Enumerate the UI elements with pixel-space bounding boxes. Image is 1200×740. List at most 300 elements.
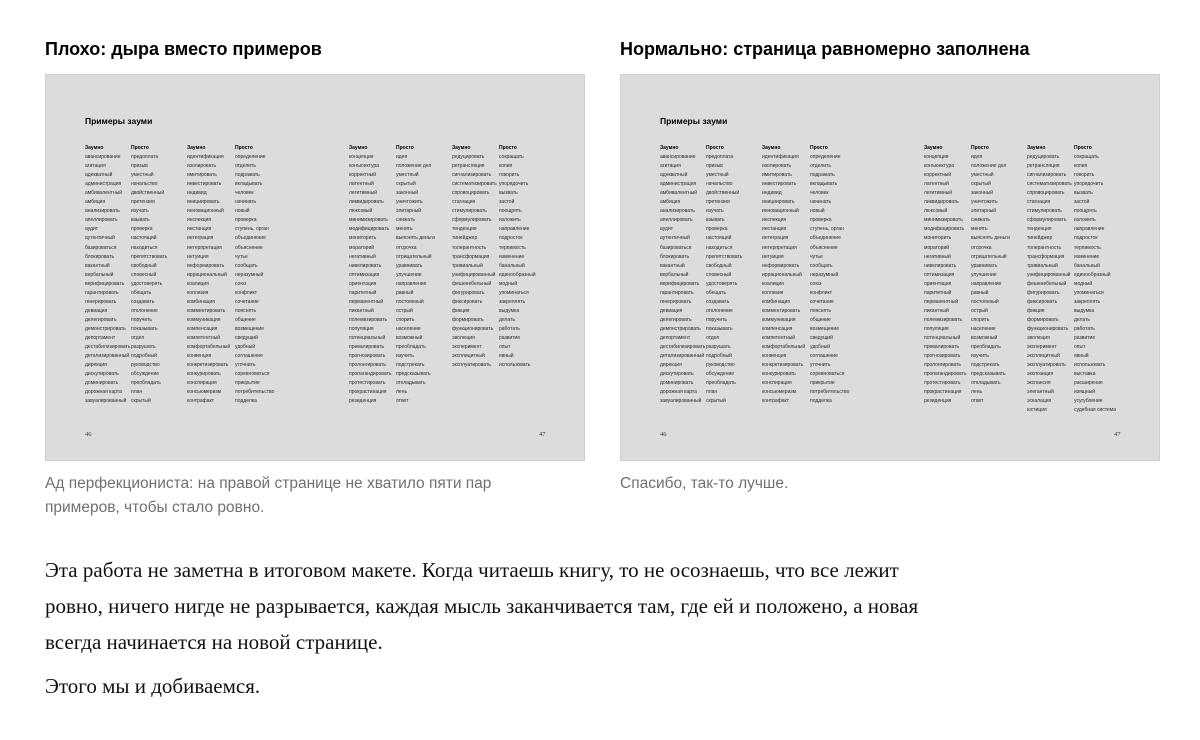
- word-item: конъюнктура: [924, 163, 955, 170]
- word-item: закреплять: [1074, 298, 1101, 305]
- word-item: поощрять: [499, 208, 522, 215]
- word-item: амбиция: [660, 199, 681, 206]
- word-item: пропагандировать: [924, 371, 967, 378]
- word-item: детализированный: [85, 353, 130, 360]
- word-item: сформулировать: [452, 217, 492, 224]
- word-item: преобладать: [396, 344, 426, 351]
- word-item: конъюнктура: [349, 163, 380, 170]
- word-item: индивид: [762, 190, 782, 197]
- word-item: тривиальный: [452, 262, 483, 269]
- word-item: генерировать: [85, 298, 117, 305]
- word-item: фикция: [1027, 307, 1045, 314]
- bad-example-spread: [45, 74, 585, 461]
- word-column-header: Заумно: [660, 145, 679, 151]
- word-item: фигурировать: [452, 289, 485, 296]
- word-item: предоплата: [131, 154, 159, 161]
- word-item: законный: [971, 190, 994, 197]
- word-item: вызвать: [1074, 190, 1093, 197]
- word-item: уравнивать: [971, 262, 998, 269]
- word-item: новый: [235, 208, 250, 215]
- word-item: закреплять: [499, 298, 526, 305]
- word-item: разрушать: [706, 344, 731, 351]
- word-item: уместный: [971, 172, 994, 179]
- word-item: банальный: [499, 262, 525, 269]
- word-item: явный: [499, 353, 514, 360]
- word-item: объяснение: [235, 244, 263, 251]
- word-item: обсуждение: [706, 371, 735, 378]
- word-item: делегировать: [85, 316, 117, 323]
- word-item: негативный: [349, 253, 376, 260]
- word-item: отдел: [131, 334, 145, 341]
- word-item: вкладывать: [810, 181, 838, 188]
- word-item: общение: [235, 316, 256, 323]
- word-item: изложить: [1074, 217, 1096, 224]
- word-item: возможный: [396, 334, 423, 341]
- word-item: концепция: [349, 154, 374, 161]
- word-item: инвестировать: [762, 181, 797, 188]
- word-item: уместный: [706, 172, 729, 179]
- word-item: трансформация: [1027, 253, 1065, 260]
- word-item: начинать: [235, 199, 257, 206]
- word-item: скрытый: [706, 398, 726, 405]
- word-item: унифицированный: [452, 271, 496, 278]
- word-item: определение: [810, 154, 841, 161]
- word-item: элитарный: [396, 208, 422, 215]
- word-item: отсрочка: [396, 244, 417, 251]
- word-item: поручить: [706, 316, 728, 323]
- word-item: сигнализировать: [1027, 172, 1067, 179]
- word-item: пикантный: [349, 307, 374, 314]
- word-item: латентный: [349, 181, 374, 188]
- word-item: поручить: [131, 316, 153, 323]
- word-item: инстанция: [187, 226, 212, 233]
- word-item: мораторий: [924, 244, 950, 251]
- word-item: делегировать: [660, 316, 692, 323]
- word-item: юстиция: [1027, 407, 1047, 414]
- word-column-header: Просто: [499, 145, 517, 151]
- word-item: эксперимент: [452, 344, 482, 351]
- word-item: компенсация: [762, 325, 793, 332]
- word-item: показывать: [706, 325, 733, 332]
- word-item: спровоцировать: [452, 190, 490, 197]
- word-item: анализировать: [85, 208, 120, 215]
- word-item: администрация: [85, 181, 122, 188]
- word-item: инспекция: [187, 217, 212, 224]
- word-item: унифицированный: [1027, 271, 1071, 278]
- word-item: коммуникация: [762, 316, 796, 323]
- word-item: неразумный: [235, 271, 264, 278]
- word-item: развитие: [499, 334, 521, 341]
- word-item: выдумка: [499, 307, 520, 314]
- word-item: аутентичный: [660, 235, 690, 242]
- word-item: упоминаться: [1074, 289, 1104, 296]
- word-item: направление: [1074, 226, 1105, 233]
- word-column: [924, 144, 966, 406]
- word-item: функционировать: [452, 325, 494, 332]
- word-item: единообразный: [1074, 271, 1111, 278]
- word-item: информировать: [187, 262, 225, 269]
- word-item: дестабилизировать: [660, 344, 706, 351]
- word-item: уточнить: [235, 362, 256, 369]
- word-item: редуцировать: [452, 154, 485, 161]
- word-item: депортамент: [85, 334, 116, 341]
- word-item: показывать: [131, 325, 158, 332]
- word-item: застой: [499, 199, 515, 206]
- word-item: коллизия: [762, 289, 784, 296]
- page-number-left: 46: [660, 431, 667, 438]
- word-item: копия: [1074, 163, 1088, 170]
- word-column-header: Просто: [971, 145, 989, 151]
- word-item: изящный: [1074, 389, 1096, 396]
- word-column: [660, 144, 705, 406]
- word-item: разрушать: [131, 344, 156, 351]
- word-item: руководство: [131, 362, 160, 369]
- word-item: удобный: [235, 344, 256, 351]
- word-item: интеграция: [187, 235, 214, 242]
- word-item: снижать: [971, 217, 990, 224]
- word-item: толерантность: [1027, 244, 1062, 251]
- word-item: дискутировать: [660, 371, 694, 378]
- word-item: скрытый: [971, 181, 991, 188]
- word-column-header: Просто: [396, 145, 414, 151]
- word-item: ответ: [971, 398, 984, 405]
- word-item: население: [971, 325, 996, 332]
- word-item: проверка: [810, 217, 832, 224]
- word-item: чутье: [810, 253, 823, 260]
- word-item: направление: [971, 280, 1002, 287]
- word-item: конфликт: [810, 289, 833, 296]
- word-item: терпимость: [499, 244, 526, 251]
- word-item: ответ: [396, 398, 409, 405]
- word-item: прогнозировать: [924, 353, 961, 360]
- word-item: руководство: [706, 362, 735, 369]
- word-item: делать: [1074, 316, 1091, 323]
- word-item: менять: [971, 226, 988, 233]
- word-item: модифицировать: [349, 226, 390, 233]
- bad-example-title: Плохо: дыра вместо примеров: [45, 39, 322, 59]
- word-item: люксовый: [349, 208, 373, 215]
- word-item: протестировать: [924, 380, 961, 387]
- word-item: ориентация: [349, 280, 377, 287]
- word-column: [187, 144, 230, 406]
- word-item: инициировать: [187, 199, 220, 206]
- word-item: сочетание: [235, 298, 259, 305]
- word-item: аудит: [85, 226, 99, 233]
- word-item: проверка: [706, 226, 728, 233]
- word-item: резиденция: [924, 398, 952, 405]
- word-item: дирекция: [85, 362, 107, 369]
- word-item: завуалированный: [85, 398, 127, 405]
- word-column-header: Заумно: [85, 145, 104, 151]
- word-column: [349, 144, 391, 406]
- word-item: компетентный: [762, 334, 795, 341]
- word-item: инстанция: [762, 226, 787, 233]
- word-item: депортамент: [660, 334, 691, 341]
- word-item: коммуникация: [187, 316, 221, 323]
- word-item: инициировать: [762, 199, 795, 206]
- word-item: тривиальный: [1027, 262, 1058, 269]
- word-item: блокировать: [85, 253, 115, 260]
- word-item: словесный: [706, 271, 732, 278]
- word-column: [1027, 144, 1072, 415]
- word-item: вызвать: [499, 190, 518, 197]
- word-item: говорить: [1074, 172, 1095, 179]
- word-item: идея: [971, 154, 983, 161]
- word-item: агитация: [660, 163, 681, 170]
- word-item: копия: [499, 163, 513, 170]
- word-column: [396, 144, 435, 406]
- word-item: говорить: [499, 172, 520, 179]
- word-item: мониторить: [924, 235, 952, 242]
- word-item: менять: [396, 226, 413, 233]
- word-item: систематизировать: [452, 181, 497, 188]
- word-item: редуцировать: [1027, 154, 1060, 161]
- word-column: [1074, 144, 1116, 415]
- word-item: девиация: [660, 307, 683, 314]
- word-item: потенциальный: [924, 334, 961, 341]
- word-item: настоящий: [131, 235, 157, 242]
- good-example-title: Нормально: страница равномерно заполнена: [620, 39, 1030, 59]
- word-column: [235, 144, 274, 406]
- word-item: создавать: [706, 298, 730, 305]
- word-item: элитарный: [971, 208, 997, 215]
- word-item: уместный: [131, 172, 154, 179]
- word-column-header: Заумно: [452, 145, 471, 151]
- word-item: ступень, орган: [235, 226, 269, 233]
- word-item: паритетный: [924, 289, 952, 296]
- word-item: оптимизация: [924, 271, 955, 278]
- word-column: [85, 144, 130, 406]
- word-item: прокрастинация: [924, 389, 962, 396]
- word-item: популяция: [924, 325, 949, 332]
- article-body: [45, 552, 925, 712]
- word-item: развитие: [1074, 334, 1096, 341]
- word-item: равный: [396, 289, 414, 296]
- word-item: гарантировать: [660, 289, 694, 296]
- word-item: вкладывать: [235, 181, 263, 188]
- word-item: возможный: [971, 334, 998, 341]
- word-item: снижать: [396, 217, 415, 224]
- word-item: агитация: [85, 163, 106, 170]
- word-item: сообщать: [810, 262, 833, 269]
- word-item: выяснять деньги: [396, 235, 435, 242]
- word-item: аутентичный: [85, 235, 115, 242]
- word-item: прикрытие: [235, 380, 260, 387]
- word-item: изучать: [706, 208, 724, 215]
- word-item: отсрочка: [971, 244, 992, 251]
- word-item: откладывать: [396, 380, 426, 387]
- word-item: эволюция: [452, 334, 475, 341]
- word-item: определение: [235, 154, 266, 161]
- word-item: экспансия: [1027, 380, 1051, 387]
- word-item: отделить: [810, 163, 831, 170]
- word-item: изложить: [499, 217, 521, 224]
- word-item: ориентация: [924, 280, 952, 287]
- word-item: стагнация: [1027, 199, 1051, 206]
- word-item: дирекция: [660, 362, 682, 369]
- word-item: концепция: [924, 154, 949, 161]
- word-item: сигнализировать: [452, 172, 492, 179]
- word-item: модифицировать: [924, 226, 965, 233]
- word-item: двойственный: [131, 190, 165, 197]
- word-item: удобный: [810, 344, 831, 351]
- word-item: комбинация: [187, 298, 215, 305]
- word-item: амбиция: [85, 199, 106, 206]
- word-item: подробный: [706, 353, 732, 360]
- word-item: ретрансляция: [452, 163, 485, 170]
- word-item: улучшение: [396, 271, 422, 278]
- word-column-header: Просто: [810, 145, 828, 151]
- word-item: конкурировать: [187, 371, 221, 378]
- word-column-header: Просто: [706, 145, 724, 151]
- word-item: сформулировать: [1027, 217, 1067, 224]
- word-item: свободный: [706, 262, 732, 269]
- word-item: консьюмеризм: [187, 389, 222, 396]
- word-item: возмещение: [810, 325, 840, 332]
- word-item: авансирование: [660, 154, 696, 161]
- word-item: острый: [971, 307, 988, 314]
- word-column-header: Заумно: [762, 145, 781, 151]
- word-item: фикция: [452, 307, 470, 314]
- good-example-spread: [620, 74, 1160, 461]
- word-item: уничтожить: [971, 199, 998, 206]
- word-item: прикрытие: [810, 380, 835, 387]
- word-item: перманентный: [924, 298, 959, 305]
- word-item: эксплуатировать: [452, 362, 491, 369]
- word-item: положение дел: [396, 163, 432, 170]
- word-item: конкретизировать: [187, 362, 229, 369]
- word-item: сокращать: [499, 154, 524, 161]
- word-item: уравнивать: [396, 262, 423, 269]
- word-item: ликвидировать: [349, 199, 384, 206]
- word-item: соревноваться: [235, 371, 270, 378]
- word-item: администрация: [660, 181, 697, 188]
- word-item: эксперимент: [1027, 344, 1057, 351]
- word-item: преобладать: [131, 380, 161, 387]
- word-item: идея: [396, 154, 408, 161]
- word-item: корректный: [349, 172, 377, 179]
- word-item: девиация: [85, 307, 108, 314]
- word-item: выдумка: [1074, 307, 1095, 314]
- word-item: объяснение: [810, 244, 838, 251]
- word-item: соглашение: [235, 353, 263, 360]
- word-item: делать: [499, 316, 516, 323]
- word-item: имитировать: [187, 172, 217, 179]
- word-item: соревноваться: [810, 371, 845, 378]
- word-item: комфортабельный: [762, 344, 806, 351]
- word-item: люксовый: [924, 208, 948, 215]
- word-item: союз: [235, 280, 247, 287]
- word-item: преобладать: [971, 344, 1001, 351]
- word-item: стимулировать: [452, 208, 487, 215]
- word-item: полемизировать: [349, 316, 388, 323]
- word-item: инспекция: [762, 217, 787, 224]
- word-item: толерантность: [452, 244, 487, 251]
- word-item: подросток: [499, 235, 523, 242]
- word-item: вакантный: [660, 262, 685, 269]
- word-item: ретрансляция: [1027, 163, 1060, 170]
- word-item: нивелировать: [924, 262, 957, 269]
- word-item: корректный: [924, 172, 952, 179]
- word-item: стимулировать: [1027, 208, 1062, 215]
- word-column-header: Заумно: [187, 145, 206, 151]
- word-item: лень: [396, 389, 408, 396]
- word-item: человек: [235, 190, 254, 197]
- word-item: мониторить: [349, 235, 377, 242]
- page-number-right: 47: [1114, 431, 1121, 438]
- word-item: паритетный: [349, 289, 377, 296]
- word-item: дорожная карта: [85, 389, 122, 396]
- word-item: предоплата: [706, 154, 734, 161]
- word-item: комфортабельный: [187, 344, 231, 351]
- word-item: базироваться: [85, 244, 117, 251]
- word-item: фешенебельный: [1027, 280, 1067, 287]
- word-item: человек: [810, 190, 829, 197]
- word-item: двойственный: [706, 190, 740, 197]
- word-item: дорожная карта: [660, 389, 697, 396]
- word-item: опыт: [499, 344, 511, 351]
- word-item: доминировать: [85, 380, 119, 387]
- word-item: отделить: [235, 163, 256, 170]
- word-item: интеграция: [762, 235, 789, 242]
- page-number-left: 46: [85, 431, 92, 438]
- word-item: адекватный: [85, 172, 113, 179]
- word-item: терпимость: [1074, 244, 1101, 251]
- word-column: [971, 144, 1010, 406]
- body-paragraph: Этого мы и добиваемся.: [45, 674, 261, 698]
- word-item: ликвидировать: [924, 199, 959, 206]
- word-item: доминировать: [660, 380, 694, 387]
- word-item: аудит: [660, 226, 674, 233]
- word-item: выставка: [1074, 371, 1096, 378]
- word-column-header: Просто: [1074, 145, 1092, 151]
- word-item: начальство: [131, 181, 158, 188]
- word-item: поощрять: [1074, 208, 1097, 215]
- word-item: возмещение: [235, 325, 265, 332]
- word-item: прокрастинация: [349, 389, 387, 396]
- word-item: работать: [499, 325, 520, 332]
- word-item: чутье: [235, 253, 248, 260]
- word-item: функционировать: [1027, 325, 1069, 332]
- word-item: идентификация: [187, 154, 224, 161]
- word-item: минимизировать: [924, 217, 963, 224]
- word-item: латентный: [924, 181, 949, 188]
- word-item: подражать: [235, 172, 260, 179]
- word-item: изменение: [499, 253, 525, 260]
- word-item: превалировать: [924, 344, 960, 351]
- word-item: сочетание: [810, 298, 834, 305]
- word-item: скрытый: [396, 181, 416, 188]
- word-item: союз: [810, 280, 822, 287]
- word-item: использовать: [1074, 362, 1106, 369]
- word-item: претензия: [131, 199, 155, 206]
- word-item: обсуждение: [131, 371, 160, 378]
- word-item: общение: [810, 316, 831, 323]
- word-item: интерпретация: [187, 244, 222, 251]
- word-column-header: Заумно: [924, 145, 943, 151]
- word-item: фешенебельный: [452, 280, 492, 287]
- word-item: превалировать: [349, 344, 385, 351]
- word-item: изолировать: [187, 163, 217, 170]
- word-item: население: [396, 325, 421, 332]
- word-item: проверка: [131, 226, 153, 233]
- word-item: пропагандировать: [349, 371, 392, 378]
- word-item: направление: [499, 226, 530, 233]
- word-item: использовать: [499, 362, 531, 369]
- word-item: настоящий: [706, 235, 732, 242]
- word-item: фиксировать: [452, 298, 483, 305]
- word-column-header: Заумно: [1027, 145, 1046, 151]
